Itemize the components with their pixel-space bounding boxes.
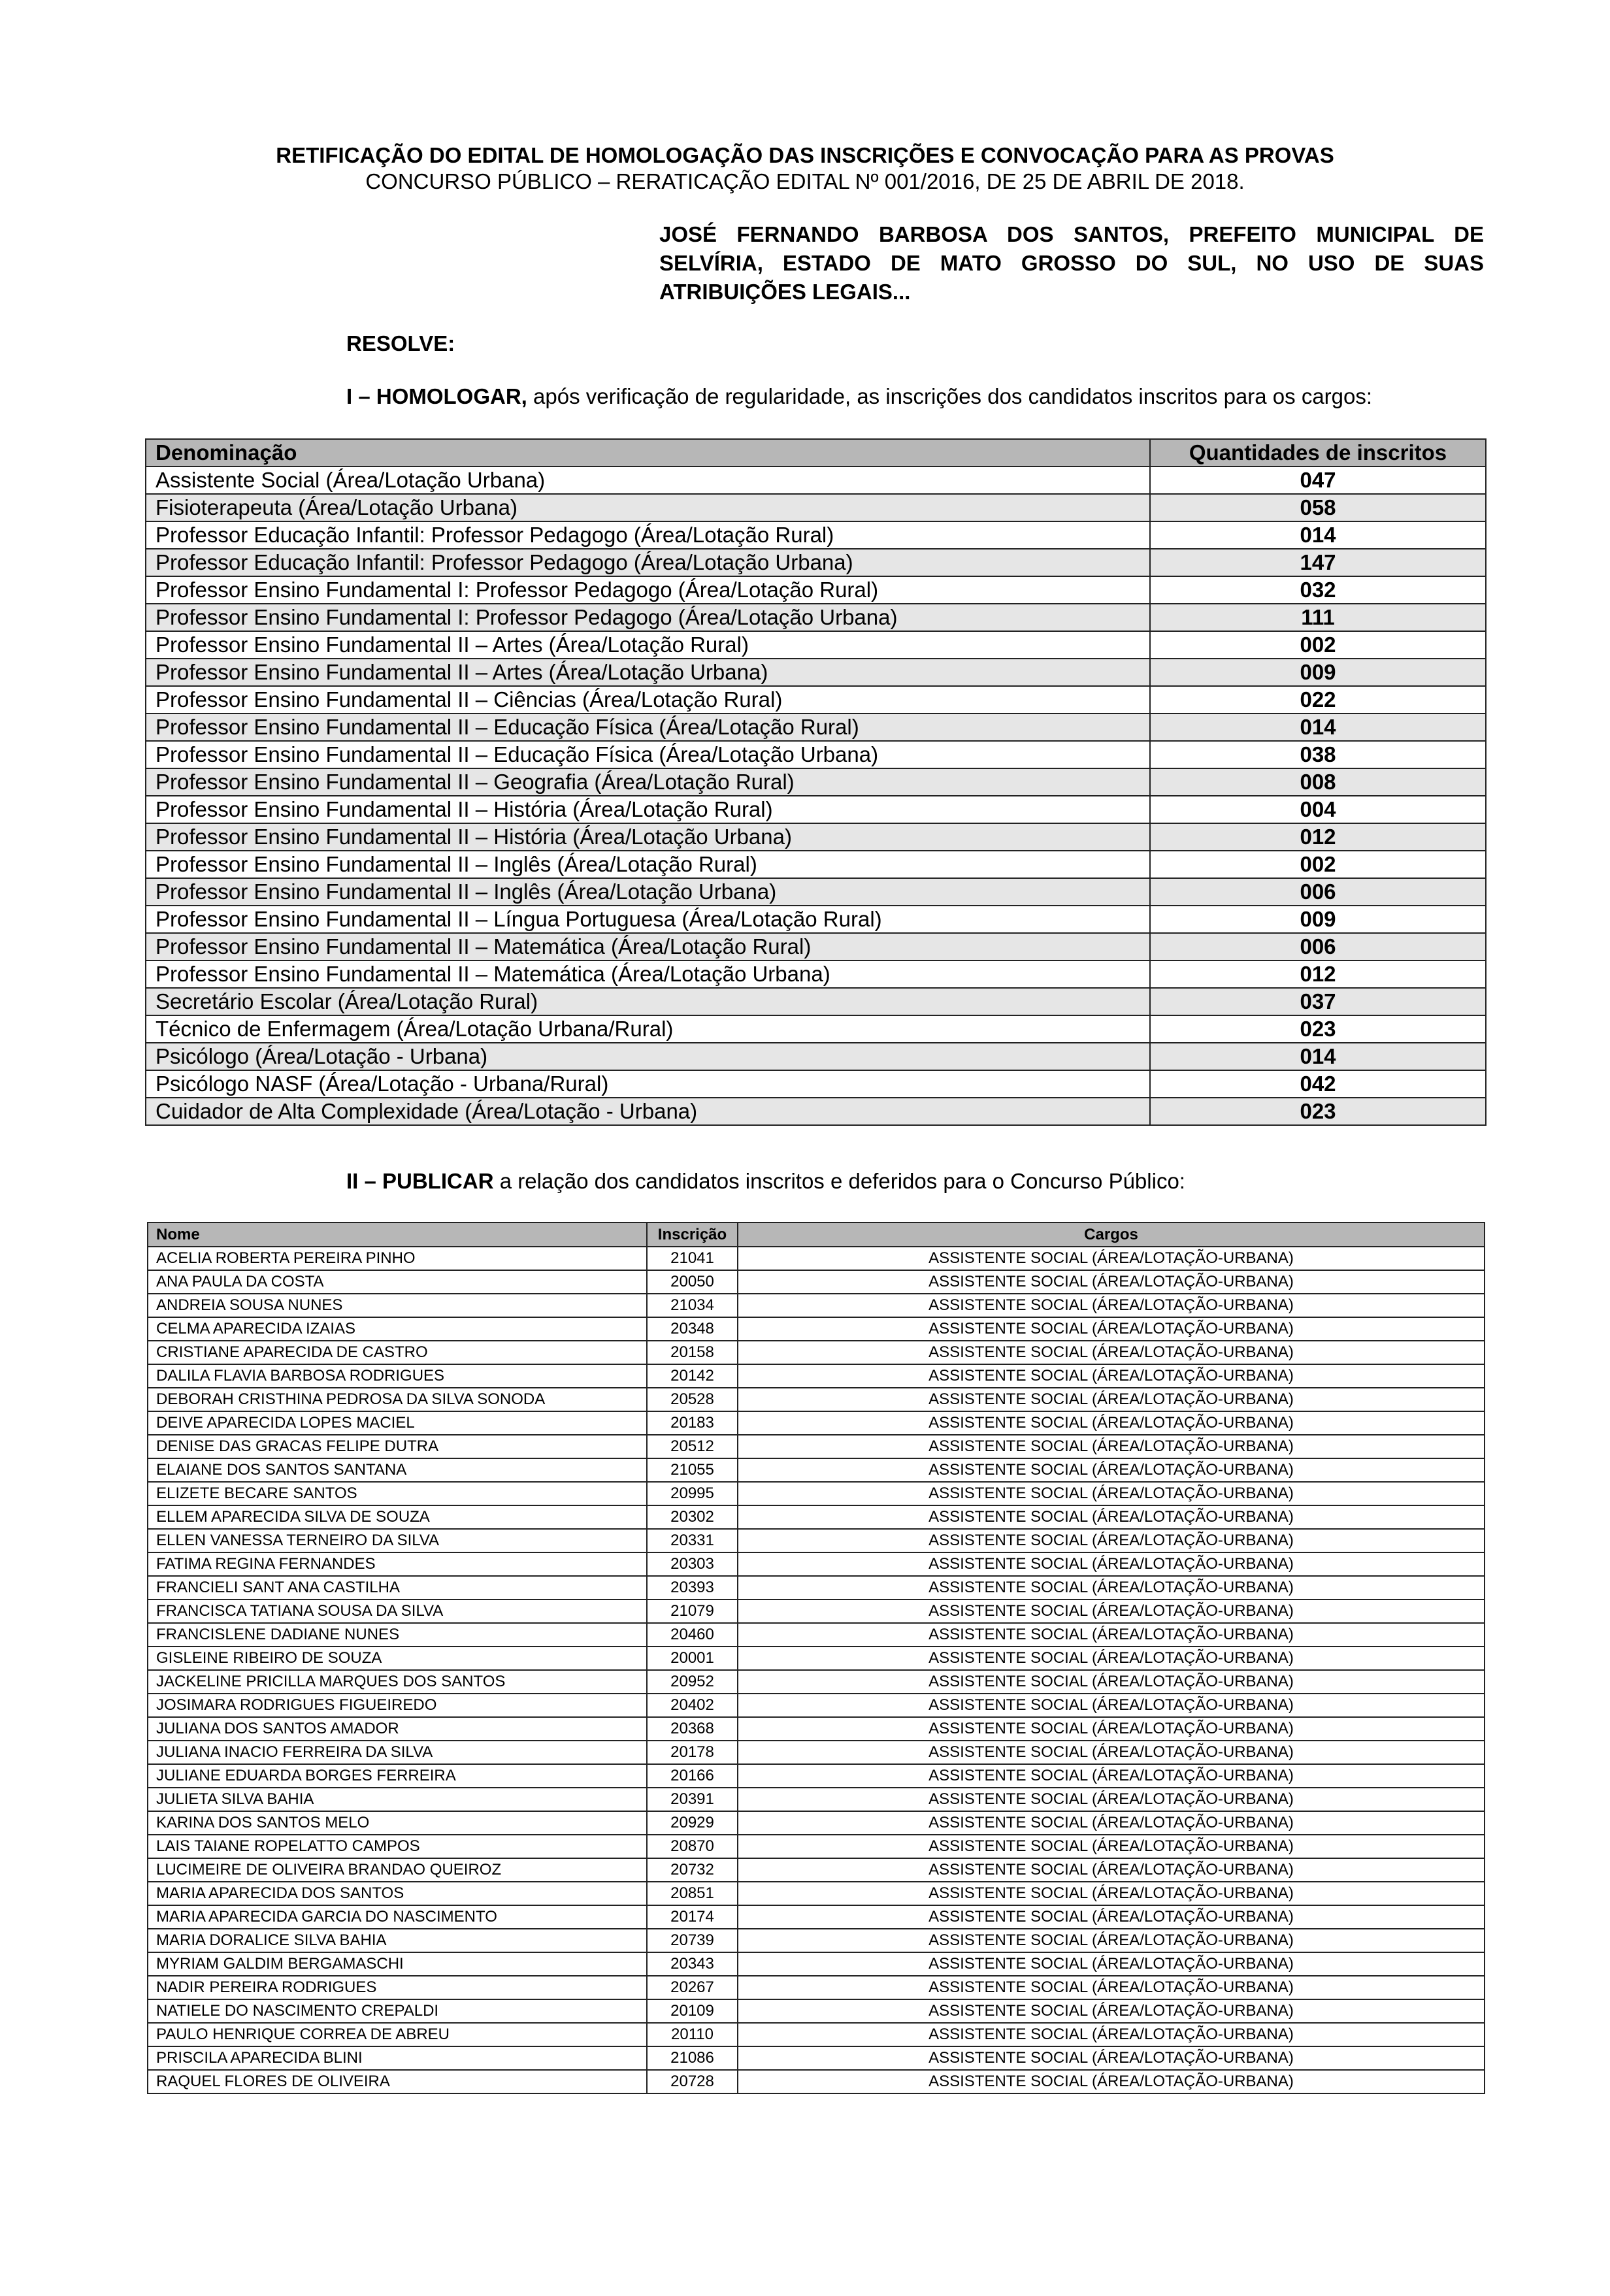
position-name: Professor Ensino Fundamental II – Língua Portuguesa (Área/Lotação Rural) <box>146 906 1150 933</box>
position-name: Técnico de Enfermagem (Área/Lotação Urbana/Rural) <box>146 1015 1150 1043</box>
candidate-position: ASSISTENTE SOCIAL (ÁREA/LOTAÇÃO-URBANA) <box>738 1411 1485 1435</box>
candidate-name: FRANCISLENE DADIANE NUNES <box>148 1623 647 1647</box>
table-row <box>146 631 1486 659</box>
candidate-registration: 21055 <box>647 1458 738 1482</box>
table-row <box>148 1811 1485 1835</box>
position-name: Psicólogo (Área/Lotação - Urbana) <box>146 1043 1150 1070</box>
candidate-registration: 20391 <box>647 1788 738 1811</box>
candidate-position: ASSISTENTE SOCIAL (ÁREA/LOTAÇÃO-URBANA) <box>738 1952 1485 1976</box>
table-row <box>148 1599 1485 1623</box>
position-name: Cuidador de Alta Complexidade (Área/Lotação - Urbana) <box>146 1098 1150 1125</box>
candidate-registration: 20302 <box>647 1505 738 1529</box>
table-row <box>148 1341 1485 1364</box>
section-publicar-text: a relação dos candidatos inscritos e deferidos para o Concurso Público: <box>493 1169 1185 1193</box>
table-row <box>148 1976 1485 1999</box>
table-row <box>148 1294 1485 1317</box>
candidate-position: ASSISTENTE SOCIAL (ÁREA/LOTAÇÃO-URBANA) <box>738 1905 1485 1929</box>
candidate-registration: 20460 <box>647 1623 738 1647</box>
candidate-name: NADIR PEREIRA RODRIGUES <box>148 1976 647 1999</box>
candidate-name: FRANCIELI SANT ANA CASTILHA <box>148 1576 647 1599</box>
candidate-name: MARIA DORALICE SILVA BAHIA <box>148 1929 647 1952</box>
candidate-registration: 20739 <box>647 1929 738 1952</box>
candidate-position: ASSISTENTE SOCIAL (ÁREA/LOTAÇÃO-URBANA) <box>738 1458 1485 1482</box>
candidate-registration: 20348 <box>647 1317 738 1341</box>
position-name: Professor Ensino Fundamental II – Inglês (Área/Lotação Urbana) <box>146 878 1150 906</box>
column-header-cargos: Cargos <box>738 1222 1485 1247</box>
candidate-name: GISLEINE RIBEIRO DE SOUZA <box>148 1647 647 1670</box>
position-name: Professor Ensino Fundamental II – Matemática (Área/Lotação Rural) <box>146 933 1150 960</box>
candidate-registration: 20178 <box>647 1741 738 1764</box>
candidate-position: ASSISTENTE SOCIAL (ÁREA/LOTAÇÃO-URBANA) <box>738 1858 1485 1882</box>
table-row <box>148 1905 1485 1929</box>
position-name: Professor Ensino Fundamental II – Geografia (Área/Lotação Rural) <box>146 768 1150 796</box>
table-row <box>146 576 1486 604</box>
candidate-registration: 20402 <box>647 1694 738 1717</box>
candidate-registration: 20303 <box>647 1552 738 1576</box>
candidate-position: ASSISTENTE SOCIAL (ÁREA/LOTAÇÃO-URBANA) <box>738 1623 1485 1647</box>
table-row <box>148 1694 1485 1717</box>
candidate-name: JULIANE EDUARDA BORGES FERREIRA <box>148 1764 647 1788</box>
table-row <box>148 1505 1485 1529</box>
position-count: 058 <box>1150 494 1486 521</box>
position-count: 023 <box>1150 1015 1486 1043</box>
position-name: Secretário Escolar (Área/Lotação Rural) <box>146 988 1150 1015</box>
table-row <box>148 1458 1485 1482</box>
candidate-registration: 20110 <box>647 2023 738 2046</box>
candidate-name: NATIELE DO NASCIMENTO CREPALDI <box>148 1999 647 2023</box>
position-count: 022 <box>1150 686 1486 713</box>
candidate-registration: 20528 <box>647 1388 738 1411</box>
candidate-registration: 20995 <box>647 1482 738 1505</box>
candidate-registration: 20109 <box>647 1999 738 2023</box>
position-count: 014 <box>1150 1043 1486 1070</box>
table-row <box>148 1388 1485 1411</box>
candidate-registration: 20142 <box>647 1364 738 1388</box>
candidate-position: ASSISTENTE SOCIAL (ÁREA/LOTAÇÃO-URBANA) <box>738 1811 1485 1835</box>
table-row <box>148 1411 1485 1435</box>
position-count: 032 <box>1150 576 1486 604</box>
candidate-position: ASSISTENTE SOCIAL (ÁREA/LOTAÇÃO-URBANA) <box>738 1270 1485 1294</box>
candidate-position: ASSISTENTE SOCIAL (ÁREA/LOTAÇÃO-URBANA) <box>738 1435 1485 1458</box>
candidate-registration: 20851 <box>647 1882 738 1905</box>
intro-paragraph <box>659 220 1484 306</box>
candidates-table <box>147 1222 1485 2094</box>
candidate-name: CRISTIANE APARECIDA DE CASTRO <box>148 1341 647 1364</box>
table-row <box>146 851 1486 878</box>
candidate-position: ASSISTENTE SOCIAL (ÁREA/LOTAÇÃO-URBANA) <box>738 1882 1485 1905</box>
resolve-heading: RESOLVE: <box>346 331 455 355</box>
table-row <box>148 1482 1485 1505</box>
position-count: 002 <box>1150 631 1486 659</box>
candidate-registration: 20331 <box>647 1529 738 1552</box>
position-count: 147 <box>1150 549 1486 576</box>
position-name: Professor Ensino Fundamental I: Professor Pedagogo (Área/Lotação Urbana) <box>146 604 1150 631</box>
table-row <box>148 1952 1485 1976</box>
table-row <box>146 494 1486 521</box>
candidate-name: DALILA FLAVIA BARBOSA RODRIGUES <box>148 1364 647 1388</box>
candidate-position: ASSISTENTE SOCIAL (ÁREA/LOTAÇÃO-URBANA) <box>738 1247 1485 1270</box>
candidate-registration: 20732 <box>647 1858 738 1882</box>
candidate-name: MYRIAM GALDIM BERGAMASCHI <box>148 1952 647 1976</box>
position-count: 042 <box>1150 1070 1486 1098</box>
position-count: 023 <box>1150 1098 1486 1125</box>
candidate-position: ASSISTENTE SOCIAL (ÁREA/LOTAÇÃO-URBANA) <box>738 1341 1485 1364</box>
table-row <box>146 741 1486 768</box>
table-row <box>148 1552 1485 1576</box>
candidate-registration: 20343 <box>647 1952 738 1976</box>
candidate-name: ACELIA ROBERTA PEREIRA PINHO <box>148 1247 647 1270</box>
position-count: 014 <box>1150 713 1486 741</box>
section-publicar <box>346 1168 1185 1194</box>
position-name: Psicólogo NASF (Área/Lotação - Urbana/Rural) <box>146 1070 1150 1098</box>
table-row <box>146 686 1486 713</box>
position-count: 012 <box>1150 823 1486 851</box>
table-row <box>146 604 1486 631</box>
table-row <box>146 467 1486 494</box>
table-row <box>146 768 1486 796</box>
position-count: 047 <box>1150 467 1486 494</box>
position-name: Professor Ensino Fundamental II – Educação Física (Área/Lotação Rural) <box>146 713 1150 741</box>
candidate-registration: 20952 <box>647 1670 738 1694</box>
candidate-position: ASSISTENTE SOCIAL (ÁREA/LOTAÇÃO-URBANA) <box>738 1976 1485 1999</box>
candidate-registration: 20166 <box>647 1764 738 1788</box>
table-row <box>148 1364 1485 1388</box>
candidate-name: PAULO HENRIQUE CORREA DE ABREU <box>148 2023 647 2046</box>
candidate-position: ASSISTENTE SOCIAL (ÁREA/LOTAÇÃO-URBANA) <box>738 2023 1485 2046</box>
candidate-registration: 21041 <box>647 1247 738 1270</box>
column-header-nome: Nome <box>148 1222 647 1247</box>
candidate-name: FATIMA REGINA FERNANDES <box>148 1552 647 1576</box>
position-name: Professor Ensino Fundamental II – História (Área/Lotação Urbana) <box>146 823 1150 851</box>
candidate-name: MARIA APARECIDA DOS SANTOS <box>148 1882 647 1905</box>
candidate-position: ASSISTENTE SOCIAL (ÁREA/LOTAÇÃO-URBANA) <box>738 1929 1485 1952</box>
candidate-name: DENISE DAS GRACAS FELIPE DUTRA <box>148 1435 647 1458</box>
table-row <box>148 1317 1485 1341</box>
candidate-registration: 20929 <box>647 1811 738 1835</box>
candidate-name: DEBORAH CRISTHINA PEDROSA DA SILVA SONODA <box>148 1388 647 1411</box>
candidate-name: JOSIMARA RODRIGUES FIGUEIREDO <box>148 1694 647 1717</box>
position-count: 012 <box>1150 960 1486 988</box>
table-row <box>146 1098 1486 1125</box>
table-row <box>148 2070 1485 2093</box>
candidate-position: ASSISTENTE SOCIAL (ÁREA/LOTAÇÃO-URBANA) <box>738 1835 1485 1858</box>
table-row <box>148 1576 1485 1599</box>
table-row <box>146 659 1486 686</box>
candidate-name: RAQUEL FLORES DE OLIVEIRA <box>148 2070 647 2093</box>
candidate-registration: 20050 <box>647 1270 738 1294</box>
table-row <box>148 1670 1485 1694</box>
position-count: 038 <box>1150 741 1486 768</box>
table-row <box>146 549 1486 576</box>
candidate-position: ASSISTENTE SOCIAL (ÁREA/LOTAÇÃO-URBANA) <box>738 1647 1485 1670</box>
intro-line-1: JOSÉ FERNANDO BARBOSA DOS SANTOS, PREFEITO MUNICIPAL DE <box>659 222 1484 246</box>
candidate-name: ELLEM APARECIDA SILVA DE SOUZA <box>148 1505 647 1529</box>
candidate-position: ASSISTENTE SOCIAL (ÁREA/LOTAÇÃO-URBANA) <box>738 1788 1485 1811</box>
candidate-position: ASSISTENTE SOCIAL (ÁREA/LOTAÇÃO-URBANA) <box>738 1388 1485 1411</box>
candidate-registration: 20001 <box>647 1647 738 1670</box>
positions-table-header <box>146 439 1486 467</box>
position-count: 037 <box>1150 988 1486 1015</box>
candidate-registration: 20728 <box>647 2070 738 2093</box>
candidate-position: ASSISTENTE SOCIAL (ÁREA/LOTAÇÃO-URBANA) <box>738 1599 1485 1623</box>
candidate-registration: 20267 <box>647 1976 738 1999</box>
position-name: Professor Ensino Fundamental II – Ciências (Área/Lotação Rural) <box>146 686 1150 713</box>
candidate-name: ANDREIA SOUSA NUNES <box>148 1294 647 1317</box>
table-row <box>148 1270 1485 1294</box>
candidate-registration: 20512 <box>647 1435 738 1458</box>
table-row <box>146 878 1486 906</box>
table-row <box>148 1741 1485 1764</box>
candidate-name: ELAIANE DOS SANTOS SANTANA <box>148 1458 647 1482</box>
candidate-name: MARIA APARECIDA GARCIA DO NASCIMENTO <box>148 1905 647 1929</box>
candidate-position: ASSISTENTE SOCIAL (ÁREA/LOTAÇÃO-URBANA) <box>738 1482 1485 1505</box>
candidate-name: PRISCILA APARECIDA BLINI <box>148 2046 647 2070</box>
candidate-registration: 20158 <box>647 1341 738 1364</box>
position-name: Assistente Social (Área/Lotação Urbana) <box>146 467 1150 494</box>
section-homologar-text: após verificação de regularidade, as inscrições dos candidatos inscritos para os cargos: <box>527 384 1373 408</box>
candidate-position: ASSISTENTE SOCIAL (ÁREA/LOTAÇÃO-URBANA) <box>738 1505 1485 1529</box>
candidate-position: ASSISTENTE SOCIAL (ÁREA/LOTAÇÃO-URBANA) <box>738 1764 1485 1788</box>
table-row <box>146 1043 1486 1070</box>
candidate-position: ASSISTENTE SOCIAL (ÁREA/LOTAÇÃO-URBANA) <box>738 1576 1485 1599</box>
candidate-position: ASSISTENTE SOCIAL (ÁREA/LOTAÇÃO-URBANA) <box>738 1529 1485 1552</box>
candidate-position: ASSISTENTE SOCIAL (ÁREA/LOTAÇÃO-URBANA) <box>738 1552 1485 1576</box>
candidate-name: JACKELINE PRICILLA MARQUES DOS SANTOS <box>148 1670 647 1694</box>
candidate-name: ELLEN VANESSA TERNEIRO DA SILVA <box>148 1529 647 1552</box>
position-name: Professor Educação Infantil: Professor Pedagogo (Área/Lotação Urbana) <box>146 549 1150 576</box>
column-header-quantidade: Quantidades de inscritos <box>1150 439 1486 467</box>
table-row <box>146 1015 1486 1043</box>
candidate-registration: 20183 <box>647 1411 738 1435</box>
candidate-position: ASSISTENTE SOCIAL (ÁREA/LOTAÇÃO-URBANA) <box>738 1294 1485 1317</box>
position-count: 009 <box>1150 906 1486 933</box>
candidate-registration: 20368 <box>647 1717 738 1741</box>
candidate-name: CELMA APARECIDA IZAIAS <box>148 1317 647 1341</box>
candidate-position: ASSISTENTE SOCIAL (ÁREA/LOTAÇÃO-URBANA) <box>738 1717 1485 1741</box>
table-row <box>148 2046 1485 2070</box>
table-row <box>146 1070 1486 1098</box>
table-row <box>148 1858 1485 1882</box>
table-row <box>148 1929 1485 1952</box>
candidate-position: ASSISTENTE SOCIAL (ÁREA/LOTAÇÃO-URBANA) <box>738 1741 1485 1764</box>
document-title: RETIFICAÇÃO DO EDITAL DE HOMOLOGAÇÃO DAS INSCRIÇÕES E CONVOCAÇÃO PARA AS PROVAS <box>276 143 1334 167</box>
table-row <box>148 1835 1485 1858</box>
table-row <box>146 988 1486 1015</box>
candidate-position: ASSISTENTE SOCIAL (ÁREA/LOTAÇÃO-URBANA) <box>738 1317 1485 1341</box>
table-row <box>146 933 1486 960</box>
candidate-position: ASSISTENTE SOCIAL (ÁREA/LOTAÇÃO-URBANA) <box>738 1364 1485 1388</box>
table-row <box>146 823 1486 851</box>
table-row <box>148 2023 1485 2046</box>
table-row <box>146 906 1486 933</box>
position-name: Professor Ensino Fundamental II – História (Área/Lotação Rural) <box>146 796 1150 823</box>
intro-line-2: SELVÍRIA, ESTADO DE MATO GROSSO DO SUL, NO USO DE SUAS <box>659 251 1484 275</box>
position-name: Professor Ensino Fundamental II – Artes (Área/Lotação Urbana) <box>146 659 1150 686</box>
table-row <box>148 1247 1485 1270</box>
candidate-name: JULIETA SILVA BAHIA <box>148 1788 647 1811</box>
intro-line-3: ATRIBUIÇÕES LEGAIS... <box>659 280 911 304</box>
position-count: 004 <box>1150 796 1486 823</box>
document-subtitle: CONCURSO PÚBLICO – RERATICAÇÃO EDITAL Nº 001/2016, DE 25 DE ABRIL DE 2018. <box>365 169 1245 193</box>
position-count: 111 <box>1150 604 1486 631</box>
candidate-registration: 20174 <box>647 1905 738 1929</box>
candidate-registration: 20870 <box>647 1835 738 1858</box>
column-header-denominacao: Denominação <box>146 439 1150 467</box>
position-name: Professor Ensino Fundamental II – Educação Física (Área/Lotação Urbana) <box>146 741 1150 768</box>
candidate-registration: 20393 <box>647 1576 738 1599</box>
table-row <box>148 1435 1485 1458</box>
table-row <box>148 1717 1485 1741</box>
table-row <box>148 1882 1485 1905</box>
candidate-name: JULIANA DOS SANTOS AMADOR <box>148 1717 647 1741</box>
column-header-inscricao: Inscrição <box>647 1222 738 1247</box>
position-name: Professor Ensino Fundamental II – Inglês (Área/Lotação Rural) <box>146 851 1150 878</box>
candidate-name: ANA PAULA DA COSTA <box>148 1270 647 1294</box>
position-name: Professor Ensino Fundamental I: Professor Pedagogo (Área/Lotação Rural) <box>146 576 1150 604</box>
table-row <box>146 713 1486 741</box>
position-count: 002 <box>1150 851 1486 878</box>
position-count: 006 <box>1150 878 1486 906</box>
position-name: Professor Ensino Fundamental II – Matemática (Área/Lotação Urbana) <box>146 960 1150 988</box>
candidate-name: JULIANA INACIO FERREIRA DA SILVA <box>148 1741 647 1764</box>
position-name: Professor Educação Infantil: Professor Pedagogo (Área/Lotação Rural) <box>146 521 1150 549</box>
position-count: 008 <box>1150 768 1486 796</box>
candidate-name: LAIS TAIANE ROPELATTO CAMPOS <box>148 1835 647 1858</box>
table-row <box>148 1647 1485 1670</box>
candidate-name: DEIVE APARECIDA LOPES MACIEL <box>148 1411 647 1435</box>
table-row <box>148 1764 1485 1788</box>
table-row <box>148 1623 1485 1647</box>
candidate-registration: 21086 <box>647 2046 738 2070</box>
position-count: 014 <box>1150 521 1486 549</box>
position-name: Professor Ensino Fundamental II – Artes (Área/Lotação Rural) <box>146 631 1150 659</box>
candidate-registration: 21034 <box>647 1294 738 1317</box>
candidate-name: ELIZETE BECARE SANTOS <box>148 1482 647 1505</box>
table-row <box>148 1788 1485 1811</box>
section-publicar-lead: II – PUBLICAR <box>346 1169 494 1193</box>
section-homologar-lead: I – HOMOLOGAR, <box>346 384 527 408</box>
table-row <box>146 521 1486 549</box>
table-row <box>146 960 1486 988</box>
candidates-table-header <box>148 1222 1485 1247</box>
candidate-position: ASSISTENTE SOCIAL (ÁREA/LOTAÇÃO-URBANA) <box>738 1670 1485 1694</box>
candidate-name: FRANCISCA TATIANA SOUSA DA SILVA <box>148 1599 647 1623</box>
positions-table <box>145 438 1487 1126</box>
candidate-name: KARINA DOS SANTOS MELO <box>148 1811 647 1835</box>
table-row <box>148 1999 1485 2023</box>
candidate-position: ASSISTENTE SOCIAL (ÁREA/LOTAÇÃO-URBANA) <box>738 1694 1485 1717</box>
candidate-name: LUCIMEIRE DE OLIVEIRA BRANDAO QUEIROZ <box>148 1858 647 1882</box>
table-row <box>148 1529 1485 1552</box>
candidate-position: ASSISTENTE SOCIAL (ÁREA/LOTAÇÃO-URBANA) <box>738 2070 1485 2093</box>
candidate-position: ASSISTENTE SOCIAL (ÁREA/LOTAÇÃO-URBANA) <box>738 2046 1485 2070</box>
section-homologar <box>346 384 1372 410</box>
table-row <box>146 796 1486 823</box>
position-count: 006 <box>1150 933 1486 960</box>
position-name: Fisioterapeuta (Área/Lotação Urbana) <box>146 494 1150 521</box>
position-count: 009 <box>1150 659 1486 686</box>
candidate-registration: 21079 <box>647 1599 738 1623</box>
candidate-position: ASSISTENTE SOCIAL (ÁREA/LOTAÇÃO-URBANA) <box>738 1999 1485 2023</box>
